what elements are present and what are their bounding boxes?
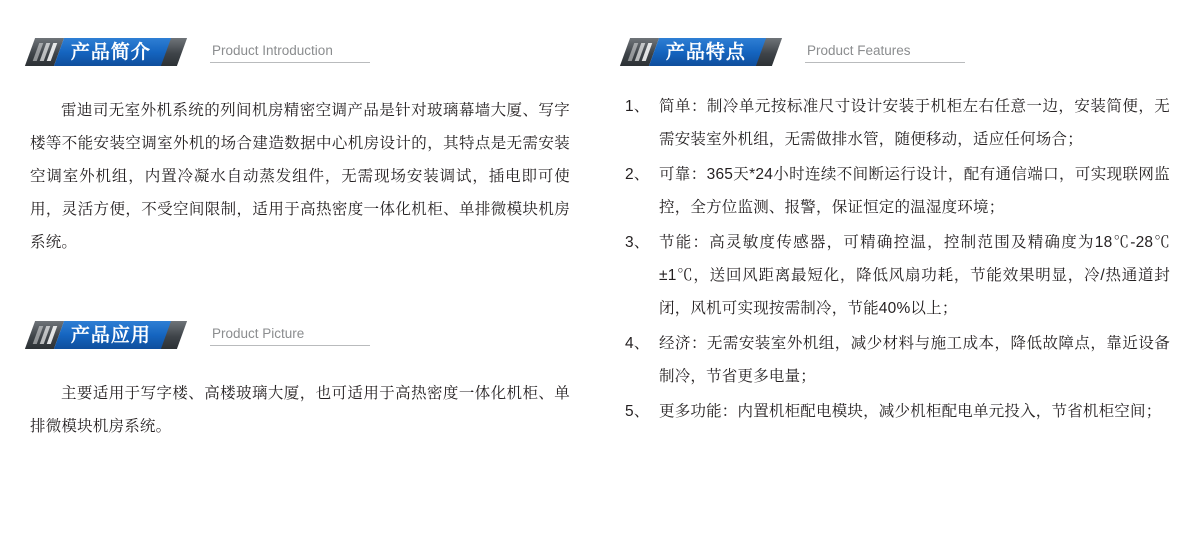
heading-band <box>30 321 182 349</box>
left-column <box>30 38 570 443</box>
list-item <box>625 327 1170 393</box>
list-item-number: 4、 <box>625 335 650 352</box>
list-item-number: 1、 <box>625 98 650 115</box>
heading-en-title: Product Features <box>807 43 911 58</box>
section-heading-introduction <box>30 38 570 72</box>
list-item-text: 可靠：365天*24小时连续不间断运行设计，配有通信端口，可实现联网监控，全方位监测、报警，保证恒定的温湿度环境； <box>659 166 1170 216</box>
heading-band <box>30 38 182 66</box>
section-heading-application <box>30 321 570 355</box>
heading-cn-title: 产品特点 <box>666 41 747 63</box>
right-column <box>625 38 1170 430</box>
heading-underline <box>210 62 370 63</box>
heading-underline <box>805 62 965 63</box>
heading-cn-plate <box>54 321 172 349</box>
list-item-number: 5、 <box>625 403 650 420</box>
list-item-text: 简单：制冷单元按标准尺寸设计安装于机柜左右任意一边，安装简便，无需安装室外机组，无需做排水管，随便移动，适应任何场合； <box>659 98 1170 148</box>
heading-en-title: Product Picture <box>212 326 305 341</box>
introduction-paragraph: 雷迪司无室外机系统的列间机房精密空调产品是针对玻璃幕墙大厦、写字楼等不能安装空调室外机的场合建造数据中心机房设计的，其特点是无需安装空调室外机组，内置冷凝水自动蒸发组件，无需现场安装调试，插电即可使用，灵活方便，不受空间限制，适用于高热密度一体化机柜、单排微模块机房系统。 <box>30 102 570 251</box>
list-item <box>625 395 1170 428</box>
application-paragraph: 主要适用于写字楼、高楼玻璃大厦，也可适用于高热密度一体化机柜、单排微模块机房系统。 <box>30 385 570 435</box>
list-item <box>625 90 1170 156</box>
heading-band <box>625 38 777 66</box>
heading-cn-plate <box>54 38 172 66</box>
list-item <box>625 158 1170 224</box>
heading-cn-title: 产品简介 <box>71 41 152 63</box>
section-heading-features <box>625 38 1170 72</box>
list-item-number: 2、 <box>625 166 650 183</box>
heading-underline <box>210 345 370 346</box>
list-item-number: 3、 <box>625 234 650 251</box>
list-item-text: 经济：无需安装室外机组，减少材料与施工成本，降低故障点，靠近设备制冷，节省更多电量； <box>659 335 1170 385</box>
list-item <box>625 226 1170 325</box>
heading-en-title: Product Introduction <box>212 43 333 58</box>
list-item-text: 节能：高灵敏度传感器，可精确控温，控制范围及精确度为18℃-28℃±1℃，送回风距离最短化，降低风扇功耗，节能效果明显，冷/热通道封闭，风机可实现按需制冷，节能40%以上； <box>659 234 1170 317</box>
heading-cn-title: 产品应用 <box>71 324 152 346</box>
heading-cn-plate <box>649 38 767 66</box>
spacer <box>30 259 570 321</box>
feature-list <box>625 90 1170 428</box>
list-item-text: 更多功能：内置机柜配电模块，减少机柜配电单元投入，节省机柜空间； <box>659 403 1162 420</box>
